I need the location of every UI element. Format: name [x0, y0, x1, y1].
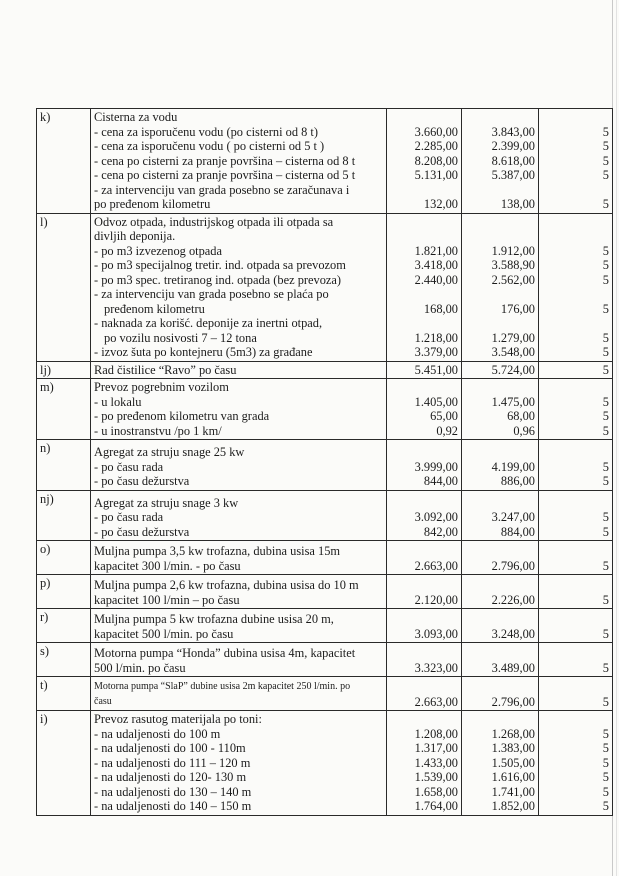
section-row [37, 677, 613, 711]
section-row [37, 541, 613, 575]
price-value-with-tax: 1.383,00 [491, 741, 535, 755]
section-code: l) [37, 213, 91, 361]
item-description-cell [91, 609, 387, 643]
tax-rate [542, 316, 609, 331]
tax-rate [542, 712, 609, 727]
price-value: 3.093,00 [414, 626, 458, 641]
item-description: - po času dežurstva [94, 524, 190, 539]
tax-rate: 5 [602, 592, 609, 607]
tax-rate: 5 [602, 660, 609, 675]
price-table-body [37, 109, 613, 816]
price-value [390, 445, 458, 460]
tax-rate: 5 [602, 243, 609, 258]
item-description: Motorna pumpa “SlaP” dubine usisa 2m kapacitet 250 l/min. po [94, 681, 351, 692]
tax-rate: 5 [602, 139, 609, 153]
tax-rate-cell [539, 541, 613, 575]
price-value: 0,92 [436, 423, 458, 438]
tax-rate: 5 [602, 345, 609, 359]
item-description: Muljna pumpa 5 kw trofazna dubine usisa 20 m, [94, 612, 334, 626]
tax-rate [542, 646, 609, 661]
price-value-cell [387, 379, 462, 440]
price-value: 842,00 [423, 524, 458, 539]
price-value-with-tax-cell [462, 440, 539, 491]
price-value [390, 680, 458, 695]
tax-rate: 5 [602, 741, 609, 755]
price-value-with-tax: 3.248,00 [491, 626, 535, 641]
item-description: Prevoz pogrebnim vozilom [94, 380, 229, 394]
price-value-with-tax [465, 445, 535, 460]
price-value-with-tax: 2.226,00 [491, 592, 535, 607]
price-value: 1.658,00 [414, 784, 458, 799]
section-row [37, 711, 613, 816]
price-value: 1.764,00 [414, 799, 458, 813]
section-row [37, 379, 613, 440]
price-value [390, 612, 458, 627]
tax-rate: 5 [602, 770, 609, 784]
price-value-with-tax: 1.912,00 [491, 243, 535, 258]
tax-rate-cell [539, 643, 613, 677]
item-description-cell [91, 541, 387, 575]
item-description: - u inostranstvu /po 1 km/ [94, 423, 222, 438]
tax-rate: 5 [602, 423, 609, 438]
item-description: - po m3 specijalnog tretir. ind. otpada sa prevozom [94, 258, 346, 272]
item-description: Rad čistilice “Ravo” po času [94, 362, 237, 377]
price-value [390, 183, 458, 198]
price-value-with-tax [465, 712, 535, 727]
price-value-with-tax-cell [462, 361, 539, 379]
tax-rate: 5 [602, 362, 609, 377]
tax-rate: 5 [602, 197, 609, 211]
item-description: - u lokalu [94, 394, 142, 409]
tax-rate-cell [539, 490, 613, 541]
item-description: - za intervenciju van grada posebno se plaća po [94, 287, 329, 301]
price-value-with-tax: 3.489,00 [491, 660, 535, 675]
price-value-cell [387, 541, 462, 575]
price-value-with-tax: 68,00 [507, 409, 535, 423]
price-value: 2.285,00 [414, 139, 458, 153]
price-value-with-tax [465, 496, 535, 511]
price-value: 3.660,00 [414, 124, 458, 139]
price-value: 3.379,00 [414, 345, 458, 359]
section-code: n) [37, 440, 91, 491]
price-value-cell [387, 361, 462, 379]
price-value-cell [387, 609, 462, 643]
section-code: r) [37, 609, 91, 643]
price-value: 1.539,00 [414, 770, 458, 784]
item-description: - cena po cisterni za pranje površina – cisterna od 5 t [94, 168, 356, 182]
tax-rate-cell [539, 711, 613, 816]
item-description: - na udaljenosti do 100 - 110m [94, 741, 246, 755]
price-value-with-tax-cell [462, 109, 539, 214]
price-value-with-tax: 1.741,00 [491, 784, 535, 799]
item-description: Prevoz rasutog materijala po toni: [94, 712, 262, 726]
price-value-cell [387, 213, 462, 361]
section-code: nj) [37, 490, 91, 541]
item-description: - po pređenom kilometru van grada [94, 409, 270, 423]
section-row [37, 361, 613, 379]
tax-rate: 5 [602, 301, 609, 316]
price-value [390, 496, 458, 511]
price-value [390, 712, 458, 727]
price-value: 2.663,00 [414, 694, 458, 709]
price-value-with-tax [465, 316, 535, 331]
tax-rate [542, 680, 609, 695]
item-description-cell [91, 677, 387, 711]
tax-rate-cell [539, 109, 613, 214]
price-value-with-tax-cell [462, 379, 539, 440]
item-description: - na udaljenosti do 120- 130 m [94, 770, 247, 784]
section-row [37, 643, 613, 677]
price-value-with-tax: 886,00 [500, 474, 535, 488]
price-value-with-tax-cell [462, 213, 539, 361]
item-description: - cena za isporučenu vodu (po cisterni od 8 t) [94, 124, 318, 139]
price-value-with-tax: 5.387,00 [491, 168, 535, 182]
price-value-with-tax: 2.796,00 [491, 558, 535, 573]
price-value [390, 380, 458, 395]
tax-rate: 5 [602, 755, 609, 770]
tax-rate-cell [539, 677, 613, 711]
price-value-with-tax: 1.616,00 [491, 770, 535, 784]
price-value: 1.218,00 [414, 330, 458, 345]
tax-rate: 5 [602, 474, 609, 488]
price-value: 1.433,00 [414, 755, 458, 770]
tax-rate: 5 [602, 784, 609, 799]
price-value: 3.999,00 [414, 459, 458, 474]
tax-rate: 5 [602, 558, 609, 573]
tax-rate [542, 578, 609, 593]
section-code: k) [37, 109, 91, 214]
section-row [37, 109, 613, 214]
item-description: - po času rada [94, 510, 164, 524]
price-value [390, 110, 458, 125]
tax-rate: 5 [602, 510, 609, 524]
price-value: 1.317,00 [414, 741, 458, 755]
item-description: - po času dežurstva [94, 474, 190, 488]
tax-rate [542, 612, 609, 627]
price-value-with-tax [465, 215, 535, 230]
tax-rate [542, 287, 609, 302]
price-value-with-tax: 138,00 [500, 197, 535, 211]
price-value-cell [387, 440, 462, 491]
price-value-with-tax: 3.843,00 [491, 124, 535, 139]
price-value-with-tax-cell [462, 609, 539, 643]
price-value: 3.092,00 [414, 510, 458, 524]
price-value-with-tax: 8.618,00 [491, 153, 535, 168]
price-value: 1.405,00 [414, 394, 458, 409]
tax-rate: 5 [602, 168, 609, 182]
item-description: Agregat za struju snage 25 kw [94, 445, 245, 459]
scan-edge-secondary [616, 0, 617, 876]
tax-rate [542, 229, 609, 244]
section-row [37, 609, 613, 643]
price-value: 3.418,00 [414, 258, 458, 272]
tax-rate: 5 [602, 799, 609, 813]
item-description: - cena po cisterni za pranje površina – cisterna od 8 t [94, 153, 356, 168]
price-value-with-tax [465, 380, 535, 395]
price-value [390, 646, 458, 661]
tax-rate: 5 [602, 524, 609, 539]
tax-rate: 5 [602, 153, 609, 168]
price-value-cell [387, 643, 462, 677]
section-row [37, 213, 613, 361]
item-description: Motorna pumpa “Honda” dubina usisa 4m, kapacitet [94, 646, 356, 660]
price-value-cell [387, 711, 462, 816]
price-value: 5.451,00 [414, 362, 458, 377]
price-value-with-tax: 1.852,00 [491, 799, 535, 813]
item-description: - na udaljenosti do 100 m [94, 726, 221, 741]
tax-rate [542, 215, 609, 230]
item-description: - po m3 spec. tretiranog ind. otpada (bez prevoza) [94, 272, 342, 287]
price-value-with-tax: 1.279,00 [491, 330, 535, 345]
price-value-with-tax [465, 544, 535, 559]
item-description-cell [91, 643, 387, 677]
item-description: - na udaljenosti do 140 – 150 m [94, 799, 252, 813]
tax-rate [542, 183, 609, 198]
price-value-with-tax: 4.199,00 [491, 459, 535, 474]
tax-rate: 5 [602, 330, 609, 345]
item-description-cell [91, 575, 387, 609]
item-description: - za intervenciju van grada posebno se zaračunava i [94, 182, 350, 197]
price-value-with-tax: 1.268,00 [491, 726, 535, 741]
tax-rate: 5 [602, 258, 609, 272]
price-value-with-tax [465, 183, 535, 198]
item-description-cell [91, 379, 387, 440]
price-value-with-tax: 176,00 [500, 301, 535, 316]
price-value-with-tax-cell [462, 575, 539, 609]
section-code: p) [37, 575, 91, 609]
item-description-cell [91, 109, 387, 214]
price-value: 2.120,00 [414, 592, 458, 607]
item-description-cell [91, 361, 387, 379]
section-code: m) [37, 379, 91, 440]
item-description: Muljna pumpa 3,5 kw trofazna, dubina usisa 15m [94, 544, 341, 558]
item-description: 500 l/min. po času [94, 660, 186, 675]
item-description: Agregat za struju snage 3 kw [94, 495, 239, 510]
price-value-with-tax-cell [462, 711, 539, 816]
tax-rate: 5 [602, 409, 609, 423]
item-description-cell [91, 213, 387, 361]
tax-rate: 5 [602, 626, 609, 641]
item-description: kapacitet 100 l/min – po času [94, 592, 240, 607]
price-value-with-tax: 3.247,00 [491, 510, 535, 524]
price-value-with-tax [465, 612, 535, 627]
price-value: 3.323,00 [414, 660, 458, 675]
price-value-with-tax: 0,96 [513, 423, 535, 438]
item-description: Muljna pumpa 2,6 kw trofazna, dubina usisa do 10 m [94, 578, 359, 592]
price-value-with-tax: 2.562,00 [491, 272, 535, 287]
price-value [390, 215, 458, 230]
tax-rate [542, 110, 609, 125]
price-value [390, 578, 458, 593]
price-value [390, 544, 458, 559]
price-value [390, 287, 458, 302]
price-value-with-tax: 1.505,00 [491, 755, 535, 770]
price-value-cell [387, 109, 462, 214]
item-description: - cena za isporučenu vodu ( po cisterni od 5 t ) [94, 139, 325, 153]
item-description: času [94, 695, 112, 707]
item-description: - po času rada [94, 459, 164, 474]
item-description: kapacitet 300 l/min. - po času [94, 558, 241, 573]
price-value: 5.131,00 [414, 168, 458, 182]
item-description: po vozilu nosivosti 7 – 12 tona [104, 330, 257, 345]
tax-rate: 5 [602, 459, 609, 474]
price-value-cell [387, 575, 462, 609]
price-value-with-tax-cell [462, 677, 539, 711]
price-value-with-tax [465, 229, 535, 244]
section-code: lj) [37, 361, 91, 379]
item-description: - na udaljenosti do 130 – 140 m [94, 784, 252, 799]
price-value-with-tax [465, 578, 535, 593]
price-value-with-tax: 1.475,00 [491, 394, 535, 409]
item-description: - izvoz šuta po kontejneru (5m3) za građane [94, 345, 313, 359]
item-description: po pređenom kilometru [94, 197, 211, 211]
price-value-with-tax: 3.588,90 [491, 258, 535, 272]
price-value: 65,00 [430, 409, 458, 423]
item-description: Cisterna za vodu [94, 110, 178, 124]
tax-rate: 5 [602, 726, 609, 741]
price-value-with-tax-cell [462, 643, 539, 677]
price-value: 168,00 [423, 301, 458, 316]
section-row [37, 440, 613, 491]
price-value-with-tax: 884,00 [500, 524, 535, 539]
price-value: 132,00 [423, 197, 458, 211]
tax-rate-cell [539, 213, 613, 361]
item-description: divljih deponija. [94, 229, 176, 243]
item-description: pređenom kilometru [104, 301, 205, 316]
item-description: - na udaljenosti do 111 – 120 m [94, 755, 251, 770]
tax-rate [542, 544, 609, 559]
price-value-with-tax: 2.796,00 [491, 694, 535, 709]
price-value: 844,00 [423, 474, 458, 488]
price-table [36, 108, 613, 816]
price-value [390, 316, 458, 331]
tax-rate-cell [539, 361, 613, 379]
section-row [37, 575, 613, 609]
tax-rate: 5 [602, 694, 609, 709]
item-description: - naknada za korišć. deponije za inertni otpad, [94, 316, 323, 330]
section-code: o) [37, 541, 91, 575]
price-value-with-tax-cell [462, 490, 539, 541]
price-value-cell [387, 490, 462, 541]
price-value-with-tax-cell [462, 541, 539, 575]
price-value-cell [387, 677, 462, 711]
price-value-with-tax [465, 110, 535, 125]
item-description: - po m3 izvezenog otpada [94, 243, 222, 258]
tax-rate: 5 [602, 272, 609, 287]
section-row [37, 490, 613, 541]
item-description-cell [91, 440, 387, 491]
item-description-cell [91, 711, 387, 816]
price-value: 2.663,00 [414, 558, 458, 573]
price-value-with-tax [465, 287, 535, 302]
tax-rate: 5 [602, 394, 609, 409]
price-value-with-tax: 2.399,00 [491, 139, 535, 153]
tax-rate-cell [539, 440, 613, 491]
tax-rate [542, 496, 609, 511]
tax-rate-cell [539, 575, 613, 609]
price-value: 1.208,00 [414, 726, 458, 741]
price-value [390, 229, 458, 244]
price-value-with-tax: 5.724,00 [491, 362, 535, 377]
tax-rate [542, 445, 609, 460]
tax-rate-cell [539, 379, 613, 440]
section-code: t) [37, 677, 91, 711]
item-description-cell [91, 490, 387, 541]
item-description: kapacitet 500 l/min. po času [94, 626, 234, 641]
section-code: s) [37, 643, 91, 677]
section-code: i) [37, 711, 91, 816]
price-value-with-tax: 3.548,00 [491, 345, 535, 359]
price-value-with-tax [465, 680, 535, 695]
item-description: Odvoz otpada, industrijskog otpada ili otpada sa [94, 214, 334, 229]
price-value: 8.208,00 [414, 153, 458, 168]
price-value-with-tax [465, 646, 535, 661]
tax-rate-cell [539, 609, 613, 643]
tax-rate [542, 380, 609, 395]
price-value: 2.440,00 [414, 272, 458, 287]
price-value: 1.821,00 [414, 243, 458, 258]
tax-rate: 5 [602, 124, 609, 139]
